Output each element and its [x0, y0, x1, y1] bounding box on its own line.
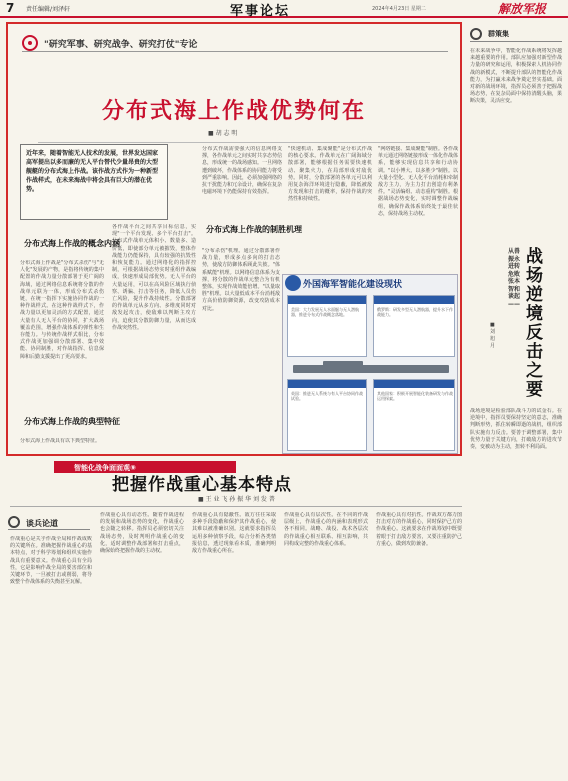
- right-section-header: [470, 28, 562, 42]
- info-card: [373, 379, 455, 451]
- feature-kicker: "研究军事、研究战争、研究打仗"专论: [44, 40, 198, 50]
- circle-emblem-icon: [22, 35, 38, 51]
- right-section-label: 群策集: [488, 30, 509, 38]
- right-column-bottom: 战场逆境是检验部队战斗力的试金石。在逆境中，指挥员要保持坚定的意志，准确判断形势，抓住转瞬即逝的战机，组织部队实施有力反击。要善于调整部署，集中优势力量于关键方向，打破敌方的进攻节奏，变被动为主动，扭转不利局面。: [470, 408, 562, 451]
- feature-headline: 分布式海上作战优势何在: [101, 98, 366, 124]
- bottom-column-3: 作战重心具有隐蔽性。敌方往往采取多种手段隐蔽和保护其作战重心，使其难以被准确识别。这就要求指挥员运用多种侦察手段，综合分析各类情报信息，透过现象看本质，准确判明敌方作战重心所在。: [192, 512, 276, 555]
- bottom-column-1: 作战重心是关乎作战全局和作战成败的关键所在。准确把握作战重心的基本特点，对于科学筹划和组织实施作战具有重要意义。作战重心具有全局性，它是影响作战全局的要害部位和关键环节，一旦被打击或削弱，将导致整个作战体系的失衡甚至瓦解。: [10, 536, 92, 586]
- bottom-section-header: [8, 516, 90, 530]
- subhead-concept: 分布式海上作战的概念内涵: [24, 239, 120, 248]
- globe-icon: [285, 275, 301, 291]
- body-column-4: "快速机动、集成聚能"是分布式作战的核心要求。作战单元在广阔海域分散部署，能够根据任务需要快速机动、聚集火力，在局部形成对敌优势。同时，分散部署的各单元可以利用复杂海洋环境进行隐蔽，降低被敌方发现和打击的概率，保持作战的突然性和持续性。: [288, 146, 372, 203]
- bottom-byline: ■ 王 业 飞 孙 振 华 刘 发 普: [198, 496, 275, 503]
- bottom-section-label: 谈兵论道: [26, 519, 58, 528]
- bottom-column-2: 作战重心具有动态性。随着作战进程的发展和战场态势的变化，作战重心也会随之转移。指挥员必须密切关注战场态势，及时判明作战重心的变化，适时调整作战部署和打击重点，确保始终把握作战的主动权。: [100, 512, 184, 555]
- page-number: 7: [6, 1, 15, 15]
- body-column-1: 分布式海上作战是"分布式杀伤"与"无人化"发展的产物，是指将传统的集中配置的作战力量分散部署于更广阔的海域，通过网络信息系统将分散的作战单元联为一体，形成分布式杀伤链，在统一指挥下实施协同作战的一种作战样式。在这种作战样式下，作战力量以更加灵活的方式配置，通过大量有人无人平台的协同，扩大战场覆盖范围，增强作战体系的弹性和生存能力。与传统作战样式相比，分布式作战更加强调分散部署、集中效能、协同制胜，对作战指挥、信息保障和后勤支援提出了更高要求。: [20, 260, 104, 360]
- infographic-title: 外国海军智能化建设现状: [303, 280, 403, 290]
- ship-image: [323, 361, 363, 366]
- right-vertical-subtitle: 从兽振永进转危败张本智和谈起——: [508, 248, 521, 308]
- abstract-box: [20, 144, 168, 220]
- info-card: [287, 295, 367, 357]
- issue-date: 2024年4月23日 星期二: [372, 6, 426, 12]
- subhead-mechanism: 分布式海上作战的制胜机理: [206, 225, 302, 234]
- info-card-text: 美国：大力发展无人水面艇与无人潜航器，推进分布式作战概念落地。: [291, 307, 359, 317]
- body-column-2: 各作战平台之间共享目标信息，实现"一个平台发现、多个平台打击"。分布式作战单元体积小、数量多、造价低，即使部分单元被摧毁，整体作战能力仍能保持，具有较强的抗毁性和恢复能力。通过网络化的指挥控制，可根据战场态势实时重组作战编成，快速形成局部优势。无人平台的大量运用，可以在高风险区域执行侦察、诱骗、打击等任务，降低人员伤亡风险，提升作战持续性。分散部署的作战单元从多方向、多维度同时对敌发起攻击，使敌难以判断主攻方向，迫使其分散防御力量，从而达成作战突然性。: [112, 224, 196, 331]
- info-card: [287, 379, 367, 451]
- subhead-features: 分布式海上作战的典型特征: [24, 417, 120, 426]
- right-author: ■ 刘 旭 月: [490, 322, 496, 349]
- feature-byline: ■ 胡 志 明: [208, 130, 238, 137]
- body-column-3: 分布式作战需要强大的信息网络支撑，各作战单元之间实时共享态势信息，形成统一的战场感知。一旦网络遭到破坏，作战体系的协同能力将受到严重影响。因此，必须加强网络的抗干扰能力和冗余设计，确保在复杂电磁环境下仍能保持有效指挥。: [202, 146, 282, 196]
- right-column-top: 在未来战争中，智能化作战系统将发挥越来越重要的作用。部队应加强对新型作战力量的研究和运用，积极探索人机协同作战的新模式，不断提升部队的智能化作战能力，为打赢未来战争奠定坚实基础。面对新的战场环境，指挥员必须善于把握战场态势，在复杂局面中保持清醒头脑，果断决策，灵活应变。: [470, 48, 562, 105]
- info-card-text: 其他国家：积极开展智能化装备研发与作战运用探索。: [377, 391, 453, 401]
- masthead: [0, 0, 568, 18]
- info-card-text: 俄罗斯：研发多型无人潜航器，提升水下作战能力。: [377, 307, 453, 317]
- feature-article: [6, 22, 462, 472]
- info-card-text: 英国：推进无人系统与有人平台协同作战试验。: [291, 391, 363, 401]
- body-column-3b: "分布杀伤"机理。通过分散部署作战力量，形成多点多向的打击态势，使敌方防御体系顾此失彼。"体系赋能"机理。以网络信息体系为支撑，将分散的作战单元整合为有机整体，实现作战效能倍增。"以量取胜"机理。以大量低成本平台消耗敌方高价值防御资源，改变攻防成本对比。: [202, 248, 280, 312]
- ship-image: [293, 365, 449, 373]
- info-card: [373, 295, 455, 357]
- bottom-column-4: 作战重心具有层次性。在不同的作战层级上，作战重心的内涵和表现形式各不相同。战略、战役、战术各层次的作战重心相互联系、相互影响，共同构成完整的作战重心体系。: [284, 512, 368, 547]
- bottom-column-5: 作战重心具有对抗性。作战双方都力图打击对方的作战重心，同时保护己方的作战重心。这就要求在作战筹划中既要着眼于打击敌方要害，又要注重防护己方重心，做到攻防兼备。: [376, 512, 462, 547]
- headline-divider: [38, 142, 430, 143]
- paper-logo: 解放军报: [498, 2, 547, 16]
- body-column-1b: 分布式海上作战具有以下典型特征。: [20, 438, 101, 444]
- series-banner: 智能化战争面面观⑨: [54, 461, 236, 473]
- right-vertical-title: 战场逆境反击之要: [526, 247, 543, 400]
- circle-emblem-icon: [470, 28, 482, 40]
- bottom-divider: [10, 506, 462, 507]
- page-editor-label: 责任编辑/刘泽轩: [26, 6, 71, 13]
- circle-emblem-icon: [8, 516, 20, 528]
- infographic: [282, 274, 458, 454]
- feature-header: [22, 34, 448, 52]
- abstract-text: 近年来，随着智能无人技术的发展，世界发达国家高军提出以多而廉的无人平台替代少量昂贵的大型舰艇的分布式海上作战。该作战方式作为一种新型作战样式，在未来海战中将会具有巨大的潜在优势。: [26, 150, 159, 193]
- bottom-headline: 把握作战重心基本特点: [112, 475, 292, 495]
- body-column-5: "网络链接、集成聚能"制胜。各作战单元通过网络链接形成一体化作战体系，能够实现信息共享和行动协调。"以小博大、以多胜少"制胜。以大量小型化、无人化平台消耗和牵制敌方主力，为主力打击创造有利条件。"灵活编组、动态重构"制胜。根据战场态势变化，实时调整作战编组，确保作战体系始终处于最佳状态，保持战场主动权。: [378, 146, 458, 217]
- section-title: 军事论坛: [230, 4, 291, 19]
